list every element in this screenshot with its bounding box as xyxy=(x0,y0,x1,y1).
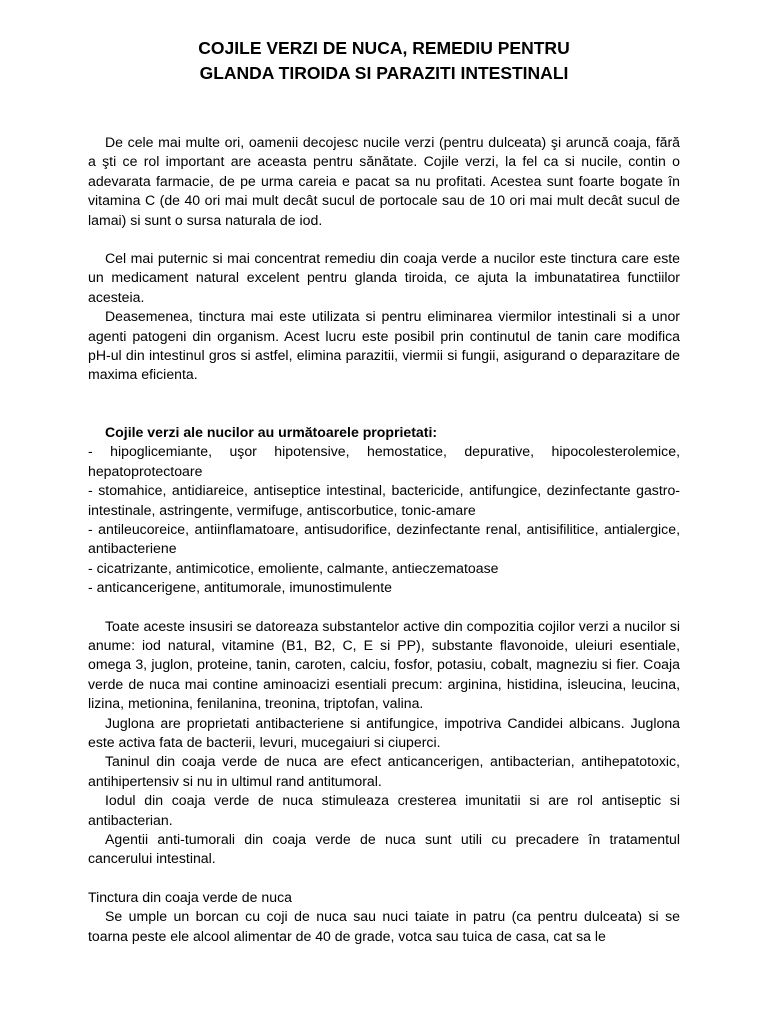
list-item: - anticancerigene, antitumorale, imunostimulente xyxy=(88,579,392,596)
title-line-2: GLANDA TIROIDA SI PARAZITI INTESTINALI xyxy=(199,63,569,83)
paragraph-composition: Toate aceste insusiri se datoreaza substantelor active din compozitia cojilor verzi a nucilor si anume: iod natural, vitamine (B1, B2, C, E si PP), substante flavonoide, uleiuri esentiale, omega 3, juglon, proteine, tanin, caroten, calciu, fosfor, potasiu, cobalt, magneziu si fier. Coaja verde de nuca mai contine aminoacizi esentiali precum: arginina, histidina, isleucina, leucina, lizina, metionina, fenilanina, treonina, triptofan, valina. xyxy=(88,617,680,712)
properties-heading: Cojile verzi ale nucilor au următoarele proprietati: xyxy=(105,423,438,440)
paragraph-tincture: Cel mai puternic si mai concentrat remediu din coaja verde a nucilor este tinctura care este un medicament natural excelent pentru glanda tiroida, ce ajuta la imbunatatirea functiilor acesteia. xyxy=(88,250,680,305)
title-line-1: COJILE VERZI DE NUCA, REMEDIU PENTRU xyxy=(198,38,570,58)
paragraph-antitumor: Agentii anti-tumorali din coaja verde de nuca sunt utili cu precadere în tratamentul cancerului intestinal. xyxy=(88,831,680,867)
paragraph-recipe: Se umple un borcan cu coji de nuca sau nuci taiate in patru (ca pentru dulceata) si se toarna peste ele alcool alimentar de 40 de grade, votca sau tuica de casa, cat sa le xyxy=(88,908,680,944)
paragraph-juglone: Juglona are proprietati antibacteriene si antifungice, impotriva Candidei albicans. Juglona este activa fata de bacterii, levuri, mucegaiuri si ciuperci. xyxy=(88,714,680,750)
paragraph-tannin: Taninul din coaja verde de nuca are efect anticancerigen, antibacterian, antihepatotoxic, antihipertensiv si nu in ultimul rand antitumoral. xyxy=(88,753,680,789)
list-item: - stomahice, antidiareice, antiseptice intestinal, bactericide, antifungice, dezinfectante gastro-intestinale, astringente, vermifuge, antiscorbutice, tonic-amare xyxy=(88,482,680,518)
list-item: - cicatrizante, antimicotice, emoliente, calmante, antieczematoase xyxy=(88,559,499,576)
page-title xyxy=(88,36,680,86)
section-subheading: Tinctura din coaja verde de nuca xyxy=(88,888,292,905)
paragraph-iodine: Iodul din coaja verde de nuca stimuleaza cresterea imunitatii si are rol antiseptic si antibacterian. xyxy=(88,792,680,828)
list-item: - hipoglicemiante, uşor hipotensive, hemostatice, depurative, hipocolesterolemice, hepatoprotectoare xyxy=(88,443,680,479)
paragraph-parasites: Deasemenea, tinctura mai este utilizata si pentru eliminarea viermilor intestinali si a unor agenti patogeni din organism. Acest lucru este posibil prin continutul de tanin care modifica pH-ul din intestinul gros si astfel, elimina parazitii, viermii si fungii, asigurand o deparazitare de maxima eficienta. xyxy=(88,308,680,383)
paragraph-intro: De cele mai multe ori, oamenii decojesc nucile verzi (pentru dulceata) şi aruncă coaja, fără a şti ce rol important are aceasta pentru sănătate. Cojile verzi, la fel ca si nucile, contin o adevarata farmacie, de pe urma careia e pacat sa nu profitati. Acestea sunt foarte bogate în vitamina C (de 40 ori mai mult decât sucul de portocale sau de 10 ori mai mult decât sucul de lamai) si sunt o sursa naturala de iod. xyxy=(88,134,680,228)
properties-list xyxy=(88,442,680,597)
list-item: - antileucoreice, antiinflamatoare, antisudorifice, dezinfectante renal, antisifilitice, antialergice, antibacteriene xyxy=(88,520,680,557)
